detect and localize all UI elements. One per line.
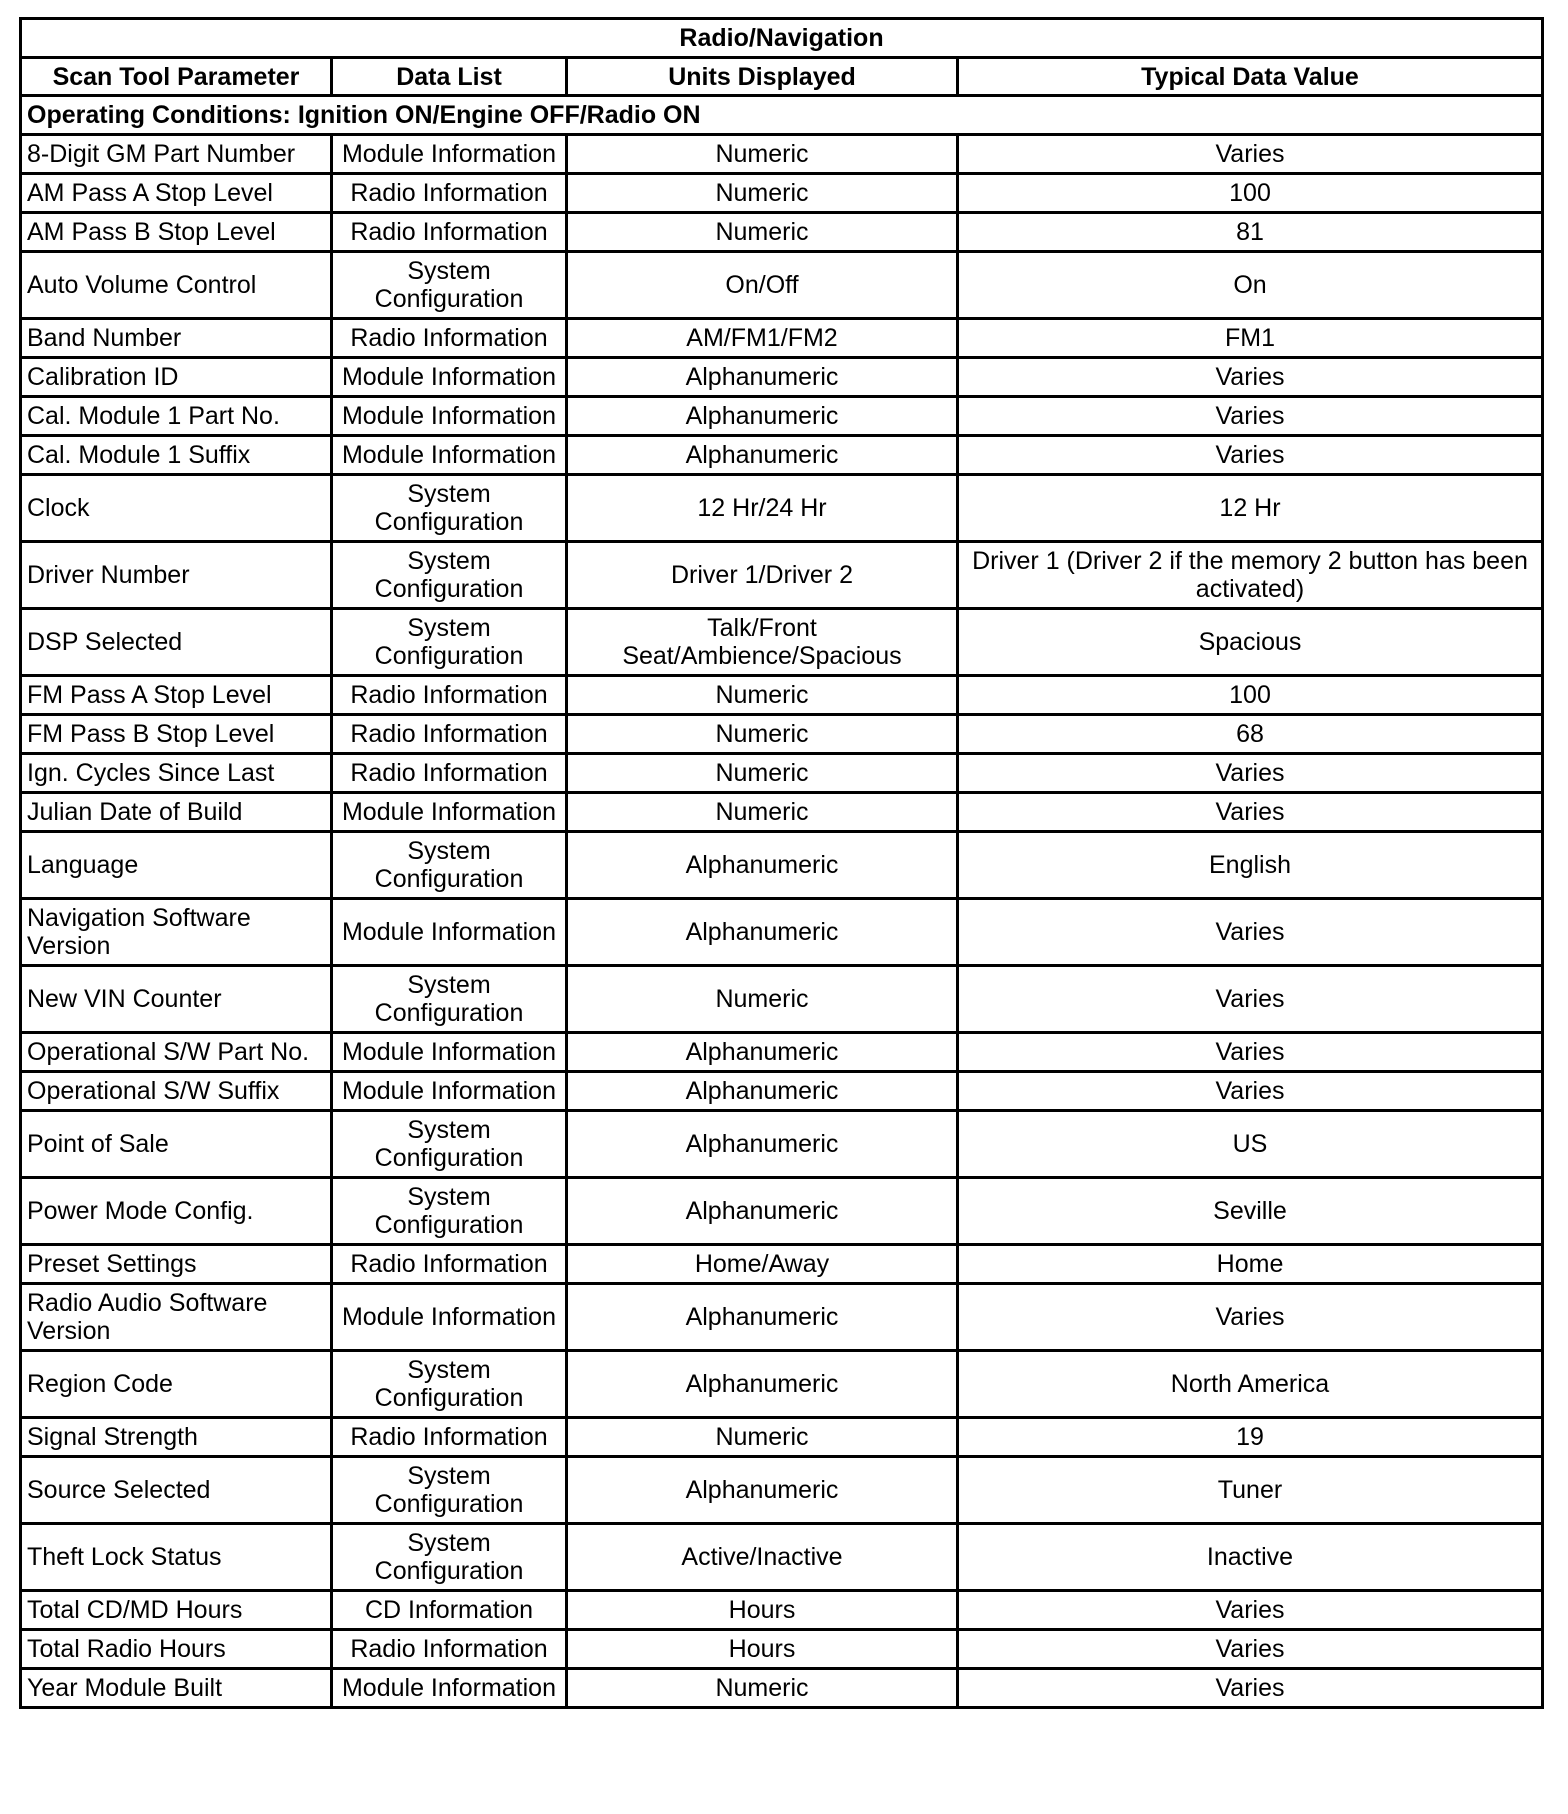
cell-typical-value: Varies — [958, 1072, 1543, 1111]
cell-typical-value: Home — [958, 1245, 1543, 1284]
cell-data-list: Module Information — [332, 1033, 567, 1072]
cell-parameter: Operational S/W Suffix — [21, 1072, 332, 1111]
table-row — [21, 1630, 1543, 1669]
table-row — [21, 899, 1543, 966]
table-title: Radio/Navigation — [21, 19, 1543, 58]
cell-data-list: Radio Information — [332, 1245, 567, 1284]
cell-data-list: Radio Information — [332, 1630, 567, 1669]
table-row — [21, 715, 1543, 754]
cell-data-list: Module Information — [332, 899, 567, 966]
table-row — [21, 174, 1543, 213]
cell-parameter: Auto Volume Control — [21, 252, 332, 319]
cell-units: On/Off — [567, 252, 958, 319]
table-row — [21, 358, 1543, 397]
cell-data-list: CD Information — [332, 1591, 567, 1630]
table-row — [21, 1669, 1543, 1708]
cell-parameter: Driver Number — [21, 542, 332, 609]
cell-units: Hours — [567, 1630, 958, 1669]
table-row — [21, 1072, 1543, 1111]
cell-typical-value: Driver 1 (Driver 2 if the memory 2 button has been activated) — [958, 542, 1543, 609]
cell-units: Numeric — [567, 676, 958, 715]
header-data-list: Data List — [332, 58, 567, 96]
cell-data-list: System Configuration — [332, 1111, 567, 1178]
cell-parameter: DSP Selected — [21, 609, 332, 676]
cell-data-list: Module Information — [332, 397, 567, 436]
cell-units: AM/FM1/FM2 — [567, 319, 958, 358]
table-row — [21, 1033, 1543, 1072]
cell-parameter: Source Selected — [21, 1457, 332, 1524]
cell-units: Numeric — [567, 1669, 958, 1708]
table-row — [21, 319, 1543, 358]
section-row — [21, 96, 1543, 135]
table-row — [21, 1457, 1543, 1524]
table-row — [21, 252, 1543, 319]
table-row — [21, 1284, 1543, 1351]
cell-data-list: Radio Information — [332, 1418, 567, 1457]
cell-data-list: System Configuration — [332, 609, 567, 676]
cell-data-list: Module Information — [332, 135, 567, 174]
cell-data-list: System Configuration — [332, 542, 567, 609]
cell-typical-value: FM1 — [958, 319, 1543, 358]
cell-units: Alphanumeric — [567, 1111, 958, 1178]
cell-units: Driver 1/Driver 2 — [567, 542, 958, 609]
cell-parameter: Radio Audio Software Version — [21, 1284, 332, 1351]
cell-typical-value: English — [958, 832, 1543, 899]
cell-units: Numeric — [567, 754, 958, 793]
cell-units: Alphanumeric — [567, 436, 958, 475]
table-row — [21, 1591, 1543, 1630]
cell-parameter: Clock — [21, 475, 332, 542]
table-row — [21, 1245, 1543, 1284]
cell-units: Hours — [567, 1591, 958, 1630]
cell-units: Alphanumeric — [567, 832, 958, 899]
table-row — [21, 542, 1543, 609]
cell-parameter: Cal. Module 1 Suffix — [21, 436, 332, 475]
cell-typical-value: 68 — [958, 715, 1543, 754]
table-row — [21, 1418, 1543, 1457]
cell-data-list: Module Information — [332, 1669, 567, 1708]
cell-data-list: Module Information — [332, 793, 567, 832]
table-row — [21, 793, 1543, 832]
cell-data-list: System Configuration — [332, 1457, 567, 1524]
cell-typical-value: Varies — [958, 1591, 1543, 1630]
cell-parameter: 8-Digit GM Part Number — [21, 135, 332, 174]
cell-parameter: AM Pass A Stop Level — [21, 174, 332, 213]
cell-parameter: Band Number — [21, 319, 332, 358]
cell-data-list: Radio Information — [332, 676, 567, 715]
cell-typical-value: Varies — [958, 358, 1543, 397]
cell-data-list: Module Information — [332, 358, 567, 397]
cell-units: Alphanumeric — [567, 899, 958, 966]
cell-units: Alphanumeric — [567, 358, 958, 397]
table-row — [21, 1178, 1543, 1245]
cell-data-list: System Configuration — [332, 1524, 567, 1591]
table-row — [21, 436, 1543, 475]
table-body — [21, 96, 1543, 1708]
cell-parameter: Signal Strength — [21, 1418, 332, 1457]
table-row — [21, 475, 1543, 542]
cell-units: 12 Hr/24 Hr — [567, 475, 958, 542]
cell-parameter: Julian Date of Build — [21, 793, 332, 832]
cell-typical-value: 100 — [958, 174, 1543, 213]
table-row — [21, 832, 1543, 899]
cell-parameter: Language — [21, 832, 332, 899]
cell-parameter: Region Code — [21, 1351, 332, 1418]
cell-parameter: FM Pass A Stop Level — [21, 676, 332, 715]
cell-typical-value: 100 — [958, 676, 1543, 715]
cell-data-list: Radio Information — [332, 174, 567, 213]
cell-typical-value: Varies — [958, 436, 1543, 475]
table-row — [21, 754, 1543, 793]
cell-data-list: Radio Information — [332, 213, 567, 252]
cell-parameter: AM Pass B Stop Level — [21, 213, 332, 252]
header-typical-data-value: Typical Data Value — [958, 58, 1543, 96]
cell-parameter: Cal. Module 1 Part No. — [21, 397, 332, 436]
cell-typical-value: Varies — [958, 793, 1543, 832]
cell-typical-value: Tuner — [958, 1457, 1543, 1524]
table-row — [21, 135, 1543, 174]
cell-parameter: Point of Sale — [21, 1111, 332, 1178]
cell-typical-value: Varies — [958, 397, 1543, 436]
cell-data-list: Module Information — [332, 1072, 567, 1111]
cell-parameter: Total Radio Hours — [21, 1630, 332, 1669]
cell-parameter: Navigation Software Version — [21, 899, 332, 966]
table-row — [21, 966, 1543, 1033]
cell-typical-value: Seville — [958, 1178, 1543, 1245]
header-units-displayed: Units Displayed — [567, 58, 958, 96]
cell-units: Active/Inactive — [567, 1524, 958, 1591]
cell-parameter: Year Module Built — [21, 1669, 332, 1708]
cell-units: Alphanumeric — [567, 397, 958, 436]
cell-typical-value: Varies — [958, 899, 1543, 966]
cell-parameter: Preset Settings — [21, 1245, 332, 1284]
cell-typical-value: Varies — [958, 754, 1543, 793]
cell-data-list: System Configuration — [332, 252, 567, 319]
cell-typical-value: 19 — [958, 1418, 1543, 1457]
cell-units: Home/Away — [567, 1245, 958, 1284]
table-row — [21, 213, 1543, 252]
cell-typical-value: US — [958, 1111, 1543, 1178]
cell-data-list: System Configuration — [332, 832, 567, 899]
cell-parameter: Ign. Cycles Since Last — [21, 754, 332, 793]
operating-conditions: Operating Conditions: Ignition ON/Engine OFF/Radio ON — [21, 96, 1543, 135]
cell-units: Alphanumeric — [567, 1351, 958, 1418]
cell-units: Numeric — [567, 793, 958, 832]
cell-units: Talk/Front Seat/Ambience/Spacious — [567, 609, 958, 676]
cell-data-list: Module Information — [332, 1284, 567, 1351]
cell-typical-value: North America — [958, 1351, 1543, 1418]
cell-units: Alphanumeric — [567, 1457, 958, 1524]
cell-units: Alphanumeric — [567, 1072, 958, 1111]
cell-data-list: System Configuration — [332, 1351, 567, 1418]
cell-units: Numeric — [567, 213, 958, 252]
cell-parameter: New VIN Counter — [21, 966, 332, 1033]
cell-data-list: System Configuration — [332, 966, 567, 1033]
cell-parameter: Calibration ID — [21, 358, 332, 397]
cell-data-list: System Configuration — [332, 475, 567, 542]
table-row — [21, 1351, 1543, 1418]
cell-data-list: Radio Information — [332, 754, 567, 793]
cell-typical-value: Varies — [958, 1669, 1543, 1708]
cell-units: Alphanumeric — [567, 1284, 958, 1351]
cell-data-list: System Configuration — [332, 1178, 567, 1245]
cell-units: Numeric — [567, 715, 958, 754]
cell-units: Numeric — [567, 135, 958, 174]
cell-data-list: Radio Information — [332, 319, 567, 358]
cell-typical-value: Inactive — [958, 1524, 1543, 1591]
cell-units: Alphanumeric — [567, 1178, 958, 1245]
cell-parameter: Power Mode Config. — [21, 1178, 332, 1245]
cell-parameter: Total CD/MD Hours — [21, 1591, 332, 1630]
cell-units: Numeric — [567, 966, 958, 1033]
cell-typical-value: Varies — [958, 966, 1543, 1033]
table-row — [21, 609, 1543, 676]
cell-parameter: Operational S/W Part No. — [21, 1033, 332, 1072]
table-header-row — [21, 58, 1543, 96]
cell-typical-value: On — [958, 252, 1543, 319]
cell-typical-value: Varies — [958, 135, 1543, 174]
table-row — [21, 1111, 1543, 1178]
cell-typical-value: Spacious — [958, 609, 1543, 676]
table-row — [21, 397, 1543, 436]
cell-typical-value: Varies — [958, 1033, 1543, 1072]
radio-navigation-table — [19, 17, 1544, 1709]
cell-typical-value: 12 Hr — [958, 475, 1543, 542]
table-row — [21, 1524, 1543, 1591]
cell-data-list: Module Information — [332, 436, 567, 475]
cell-typical-value: Varies — [958, 1284, 1543, 1351]
cell-units: Numeric — [567, 174, 958, 213]
cell-parameter: Theft Lock Status — [21, 1524, 332, 1591]
cell-units: Alphanumeric — [567, 1033, 958, 1072]
table-title-row — [21, 19, 1543, 58]
cell-typical-value: 81 — [958, 213, 1543, 252]
cell-typical-value: Varies — [958, 1630, 1543, 1669]
cell-units: Numeric — [567, 1418, 958, 1457]
cell-parameter: FM Pass B Stop Level — [21, 715, 332, 754]
table-row — [21, 676, 1543, 715]
header-scan-tool-parameter: Scan Tool Parameter — [21, 58, 332, 96]
cell-data-list: Radio Information — [332, 715, 567, 754]
